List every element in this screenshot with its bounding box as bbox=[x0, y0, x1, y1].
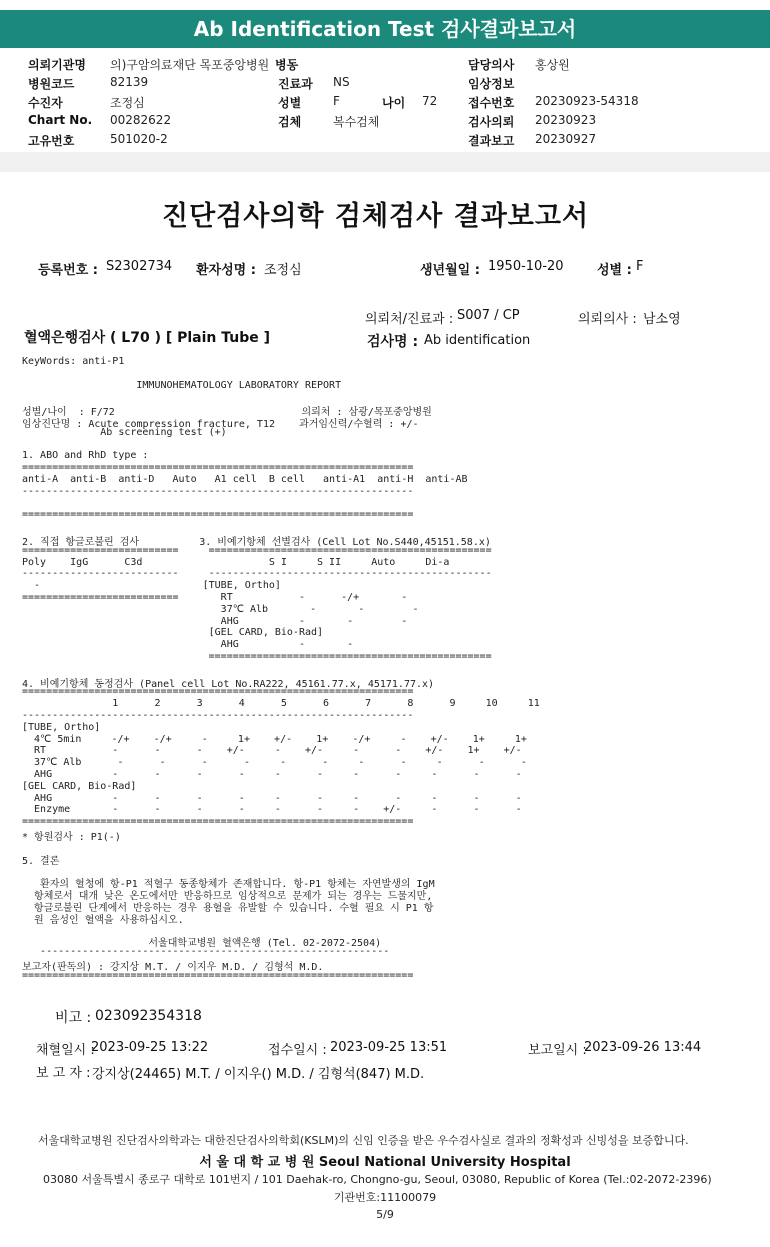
header-value: 복수검체 bbox=[333, 115, 380, 129]
header-value: 20230923-54318 bbox=[535, 94, 639, 108]
receive-label: 접수일시 : bbox=[268, 1043, 327, 1058]
collect-label: 채혈일시 : bbox=[36, 1043, 95, 1058]
report-line: anti-A anti-B anti-D Auto A1 cell B cell anti-A1 anti-H anti-AB bbox=[22, 474, 468, 485]
test-label: 검사명 : bbox=[367, 334, 419, 350]
header-value: 20230923 bbox=[535, 113, 597, 127]
header-label: 임상정보 bbox=[468, 77, 515, 91]
report-line: 2. 직접 항글로불린 검사 3. 비예기항체 선별검사 (Cell Lot No.S440,45151.58.x) bbox=[22, 537, 491, 548]
report-line: ================================================================= bbox=[22, 969, 414, 981]
report-line: [GEL CARD, Bio-Rad] bbox=[22, 780, 137, 792]
doctor-value: 남소영 bbox=[643, 312, 681, 327]
report-value: 2023-09-26 13:44 bbox=[584, 1040, 702, 1055]
report-line: ========================== RT - -/+ - bbox=[22, 592, 408, 603]
header-value: 501020-2 bbox=[110, 132, 168, 146]
header-value: F bbox=[333, 94, 340, 108]
report-line: ================================================================= bbox=[22, 686, 414, 698]
reporter-value: 강지상(24465) M.T. / 이지우() M.D. / 김형석(847) M.D. bbox=[92, 1067, 425, 1082]
header-value: 20230927 bbox=[535, 132, 597, 146]
patient-label: 환자성명 : bbox=[196, 263, 256, 278]
report-line: ---------------------------------------------------------- bbox=[22, 946, 390, 957]
report-line: [TUBE, Ortho] bbox=[22, 721, 101, 733]
report-line: 원 음성인 혈액을 사용하십시오. bbox=[22, 914, 184, 926]
report-line: * 항원검사 : P1(-) bbox=[22, 832, 121, 843]
collect-value: 2023-09-25 13:22 bbox=[91, 1040, 209, 1055]
separator-band bbox=[0, 152, 770, 172]
report-line: 37℃ Alb - - - - - - - - - - - bbox=[22, 757, 527, 769]
report-line: 4℃ 5min -/+ -/+ - 1+ +/- 1+ -/+ - +/- 1+ 1+ bbox=[22, 733, 527, 745]
remark-value: 023092354318 bbox=[95, 1008, 202, 1024]
header-value: 82139 bbox=[110, 75, 149, 89]
sex-label: 성별 : bbox=[597, 263, 632, 278]
report-line: =============================================== bbox=[22, 651, 492, 662]
report-line: ================================================================= bbox=[22, 509, 414, 521]
report-line: 4. 비예기항체 동정검사 (Panel cell Lot No.RA222, 45161.77.x, 45171.77.x) bbox=[22, 678, 435, 690]
report-line: AHG - - bbox=[22, 639, 354, 651]
header-value: 홍상원 bbox=[535, 58, 570, 72]
header-value: NS bbox=[333, 75, 350, 89]
report-line: 1 2 3 4 5 6 7 8 9 10 11 bbox=[22, 698, 540, 710]
header-label: 성별 bbox=[278, 96, 302, 110]
dob-label: 생년월일 : bbox=[420, 263, 480, 278]
report-line: AHG - - - - - - - - - - - bbox=[22, 792, 522, 804]
header-label: 병원코드 bbox=[28, 77, 75, 91]
scanned-document bbox=[0, 172, 770, 1247]
reg-label: 등록번호 : bbox=[38, 263, 98, 278]
report-line: 항글로불린 단계에서 반응하는 경우 용혈을 유발할 수 있습니다. 수혈 필요 시 P1 항 bbox=[22, 902, 434, 914]
header-label: 병동 bbox=[275, 58, 299, 72]
report-line: 성별/나이 : F/72 의뢰처 : 삼광/목포중앙병원 bbox=[22, 407, 432, 419]
footer-inst-no: 기관번호:11100079 bbox=[333, 1191, 437, 1204]
footer-hospital: 서 울 대 학 교 병 원 Seoul National University Hospital bbox=[199, 1155, 571, 1170]
header-value: 00282622 bbox=[110, 113, 172, 127]
dept-value: S007 / CP bbox=[457, 308, 520, 323]
header-label: 접수번호 bbox=[468, 96, 515, 110]
section-title: 혈액은행검사 ( L70 ) [ Plain Tube ] bbox=[24, 330, 271, 346]
report-line: Enzyme - - - - - - - +/- - - - bbox=[22, 804, 522, 816]
report-line: ----------------------------------------------------------------- bbox=[22, 710, 414, 721]
header-label: 나이 bbox=[382, 96, 406, 110]
header-value: 조정심 bbox=[110, 96, 145, 110]
header-label: 의뢰기관명 bbox=[28, 58, 86, 72]
report-line: ================================================================= bbox=[22, 816, 414, 828]
report-line: 환자의 혈청에 항-P1 적혈구 동종항체가 존재합니다. 항-P1 항체는 자연발생의 IgM bbox=[22, 879, 435, 891]
header-label: 고유번호 bbox=[28, 134, 75, 148]
report-line: 서울대학교병원 혈액은행 (Tel. 02-2072-2504) bbox=[22, 938, 382, 950]
patient-value: 조정심 bbox=[264, 263, 302, 278]
report-line: RT - - - +/- - +/- - - +/- 1+ +/- bbox=[22, 745, 522, 757]
header-label: 수진자 bbox=[28, 96, 63, 110]
report-line: Poly IgG C3d S I S II Auto Di-a bbox=[22, 556, 450, 568]
dept-label: 의뢰처/진료과 : bbox=[365, 312, 454, 327]
header-label: 검사의뢰 bbox=[468, 115, 515, 129]
report-line: 1. ABO and RhD type : bbox=[22, 450, 149, 462]
report-line: [GEL CARD, Bio-Rad] bbox=[22, 627, 324, 639]
report-line: ----------------------------------------------------------------- bbox=[22, 485, 414, 497]
report-line: - [TUBE, Ortho] bbox=[22, 580, 281, 592]
header-label: Chart No. bbox=[28, 113, 93, 127]
receive-value: 2023-09-25 13:51 bbox=[330, 1040, 448, 1055]
report-line: ========================== =============================================== bbox=[22, 544, 492, 556]
header-value: 의)구암의료재단 목포중앙병원 bbox=[110, 58, 270, 72]
report-line: 보고자(판독의) : 강지상 M.T. / 이지우 M.D. / 김형석 M.D. bbox=[22, 961, 324, 973]
header-label: 담당의사 bbox=[468, 58, 515, 72]
footer-cert: 서울대학교병원 진단검사의학과는 대한진단검사의학회(KSLM)의 신임 인증을 받은 우수검사실로 결과의 정확성과 신빙성을 보증합니다. bbox=[38, 1134, 689, 1147]
report-line: 임상진단명 : Acute compression fracture, T12 과거임신력/수혈력 : +/- bbox=[22, 419, 419, 430]
remark-label: 비고 : bbox=[55, 1010, 92, 1026]
report-line: -------------------------- ----------------------------------------------- bbox=[22, 568, 492, 580]
report-line: AHG - - - bbox=[22, 615, 408, 627]
footer-address: 03080 서울특별시 종로구 대학로 101번지 / 101 Daehak-ro, Chongno-gu, Seoul, 03080, Republic of Korea (Tel.:02-2072-2396) bbox=[43, 1173, 712, 1186]
report-line: IMMUNOHEMATOLOGY LABORATORY REPORT bbox=[22, 379, 342, 391]
report-line: KeyWords: anti-P1 bbox=[22, 356, 125, 367]
footer-page: 5/9 bbox=[376, 1208, 394, 1221]
sex-value: F bbox=[636, 259, 644, 274]
report-line: 항체로서 대개 낮은 온도에서만 반응하므로 임상적으로 문제가 되는 경우는 드물지만, bbox=[22, 891, 433, 902]
report-line: ================================================================= bbox=[22, 462, 414, 474]
reporter-label: 보 고 자 : bbox=[36, 1066, 91, 1081]
test-value: Ab identification bbox=[424, 333, 531, 348]
document-title: 진단검사의학 검체검사 결과보고서 bbox=[162, 201, 590, 232]
dob-value: 1950-10-20 bbox=[488, 259, 564, 274]
report-line: Ab screening test (+) bbox=[22, 426, 227, 438]
report-label: 보고일시 : bbox=[528, 1043, 587, 1058]
header-value: 72 bbox=[422, 94, 438, 108]
report-line: AHG - - - - - - - - - - - bbox=[22, 769, 522, 780]
report-line: 5. 결론 bbox=[22, 855, 60, 867]
report-banner: Ab Identification Test 검사결과보고서 bbox=[0, 10, 770, 48]
header-label: 진료과 bbox=[278, 77, 313, 91]
header-label: 결과보고 bbox=[468, 134, 515, 148]
report-line: 37℃ Alb - - - bbox=[22, 603, 419, 615]
doctor-label: 의뢰의사 : bbox=[578, 312, 637, 327]
reg-value: S2302734 bbox=[106, 259, 173, 274]
header-label: 검체 bbox=[278, 115, 302, 129]
